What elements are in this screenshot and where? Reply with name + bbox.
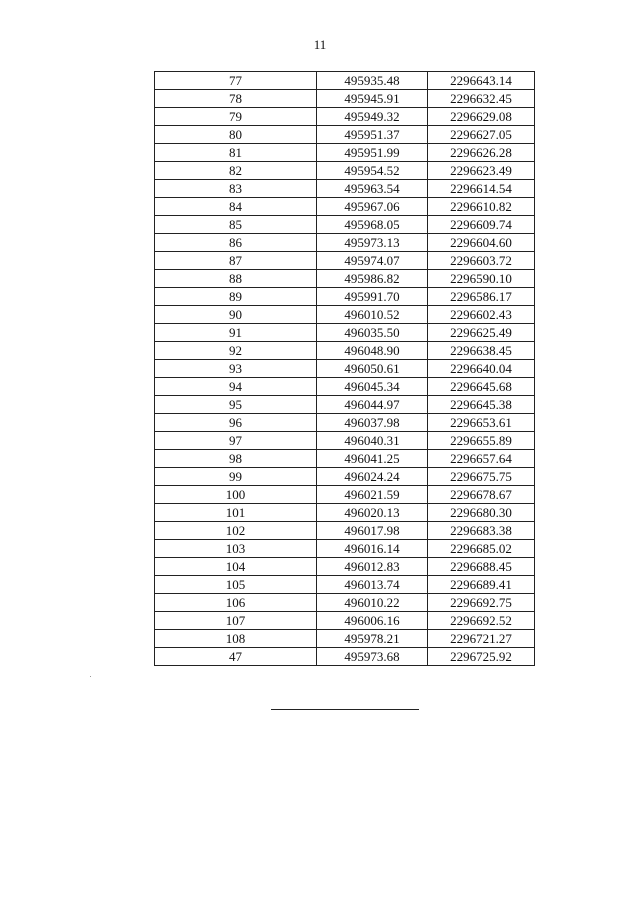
table-row: [155, 306, 535, 324]
table-row: [155, 108, 535, 126]
point-number-cell: 101: [155, 504, 317, 522]
x-coordinate-cell: 495968.05: [317, 216, 428, 234]
table-row: [155, 648, 535, 666]
x-coordinate-cell: 495949.32: [317, 108, 428, 126]
x-coordinate-cell: 495951.37: [317, 126, 428, 144]
x-coordinate-cell: 495951.99: [317, 144, 428, 162]
y-coordinate-cell: 2296653.61: [428, 414, 535, 432]
x-coordinate-cell: 496010.52: [317, 306, 428, 324]
table-row: [155, 144, 535, 162]
point-number-cell: 91: [155, 324, 317, 342]
x-coordinate-cell: 496040.31: [317, 432, 428, 450]
y-coordinate-cell: 2296603.72: [428, 252, 535, 270]
table-row: [155, 558, 535, 576]
y-coordinate-cell: 2296629.08: [428, 108, 535, 126]
y-coordinate-cell: 2296725.92: [428, 648, 535, 666]
y-coordinate-cell: 2296602.43: [428, 306, 535, 324]
x-coordinate-cell: 496010.22: [317, 594, 428, 612]
table-row: [155, 612, 535, 630]
y-coordinate-cell: 2296614.54: [428, 180, 535, 198]
x-coordinate-cell: 495974.07: [317, 252, 428, 270]
table-row: [155, 414, 535, 432]
table-row: [155, 270, 535, 288]
table-row: [155, 216, 535, 234]
x-coordinate-cell: 495963.54: [317, 180, 428, 198]
table-row: [155, 504, 535, 522]
table-row: [155, 396, 535, 414]
x-coordinate-cell: 495986.82: [317, 270, 428, 288]
table-row: [155, 126, 535, 144]
table-row: [155, 450, 535, 468]
x-coordinate-cell: 496048.90: [317, 342, 428, 360]
y-coordinate-cell: 2296685.02: [428, 540, 535, 558]
point-number-cell: 105: [155, 576, 317, 594]
x-coordinate-cell: 496045.34: [317, 378, 428, 396]
point-number-cell: 108: [155, 630, 317, 648]
table-row: [155, 288, 535, 306]
table-row: [155, 630, 535, 648]
point-number-cell: 94: [155, 378, 317, 396]
point-number-cell: 97: [155, 432, 317, 450]
point-number-cell: 103: [155, 540, 317, 558]
y-coordinate-cell: 2296609.74: [428, 216, 535, 234]
y-coordinate-cell: 2296632.45: [428, 90, 535, 108]
x-coordinate-cell: 496012.83: [317, 558, 428, 576]
x-coordinate-cell: 495973.68: [317, 648, 428, 666]
table-row: [155, 234, 535, 252]
page-number: 11: [313, 37, 327, 52]
point-number-cell: 99: [155, 468, 317, 486]
table-row: [155, 540, 535, 558]
y-coordinate-cell: 2296678.67: [428, 486, 535, 504]
x-coordinate-cell: 496037.98: [317, 414, 428, 432]
y-coordinate-cell: 2296640.04: [428, 360, 535, 378]
table-row: [155, 342, 535, 360]
table-row: [155, 432, 535, 450]
y-coordinate-cell: 2296638.45: [428, 342, 535, 360]
table-row: [155, 72, 535, 90]
point-number-cell: 77: [155, 72, 317, 90]
table-row: [155, 522, 535, 540]
x-coordinate-cell: 495954.52: [317, 162, 428, 180]
point-number-cell: 86: [155, 234, 317, 252]
table-row: [155, 252, 535, 270]
point-number-cell: 98: [155, 450, 317, 468]
end-of-document-rule: [271, 709, 419, 710]
y-coordinate-cell: 2296680.30: [428, 504, 535, 522]
table-row: [155, 180, 535, 198]
y-coordinate-cell: 2296623.49: [428, 162, 535, 180]
y-coordinate-cell: 2296590.10: [428, 270, 535, 288]
x-coordinate-cell: 495991.70: [317, 288, 428, 306]
y-coordinate-cell: 2296610.82: [428, 198, 535, 216]
point-number-cell: 107: [155, 612, 317, 630]
point-number-cell: 100: [155, 486, 317, 504]
y-coordinate-cell: 2296645.68: [428, 378, 535, 396]
coordinates-table: [154, 71, 535, 666]
x-coordinate-cell: 496016.14: [317, 540, 428, 558]
point-number-cell: 95: [155, 396, 317, 414]
y-coordinate-cell: 2296645.38: [428, 396, 535, 414]
x-coordinate-cell: 496024.24: [317, 468, 428, 486]
table-row: [155, 468, 535, 486]
point-number-cell: 78: [155, 90, 317, 108]
y-coordinate-cell: 2296627.05: [428, 126, 535, 144]
x-coordinate-cell: 496017.98: [317, 522, 428, 540]
y-coordinate-cell: 2296625.49: [428, 324, 535, 342]
y-coordinate-cell: 2296683.38: [428, 522, 535, 540]
scan-speck: [90, 676, 91, 677]
point-number-cell: 87: [155, 252, 317, 270]
y-coordinate-cell: 2296692.75: [428, 594, 535, 612]
y-coordinate-cell: 2296721.27: [428, 630, 535, 648]
point-number-cell: 93: [155, 360, 317, 378]
table-row: [155, 576, 535, 594]
point-number-cell: 84: [155, 198, 317, 216]
point-number-cell: 104: [155, 558, 317, 576]
x-coordinate-cell: 496006.16: [317, 612, 428, 630]
point-number-cell: 47: [155, 648, 317, 666]
point-number-cell: 82: [155, 162, 317, 180]
x-coordinate-cell: 495973.13: [317, 234, 428, 252]
table-row: [155, 324, 535, 342]
table-row: [155, 486, 535, 504]
x-coordinate-cell: 495978.21: [317, 630, 428, 648]
x-coordinate-cell: 496041.25: [317, 450, 428, 468]
point-number-cell: 85: [155, 216, 317, 234]
point-number-cell: 106: [155, 594, 317, 612]
point-number-cell: 90: [155, 306, 317, 324]
point-number-cell: 89: [155, 288, 317, 306]
x-coordinate-cell: 496044.97: [317, 396, 428, 414]
table-row: [155, 198, 535, 216]
table-row: [155, 90, 535, 108]
x-coordinate-cell: 496021.59: [317, 486, 428, 504]
coordinates-table-body: [155, 72, 535, 666]
x-coordinate-cell: 495945.91: [317, 90, 428, 108]
y-coordinate-cell: 2296643.14: [428, 72, 535, 90]
y-coordinate-cell: 2296604.60: [428, 234, 535, 252]
y-coordinate-cell: 2296626.28: [428, 144, 535, 162]
point-number-cell: 102: [155, 522, 317, 540]
y-coordinate-cell: 2296657.64: [428, 450, 535, 468]
x-coordinate-cell: 496035.50: [317, 324, 428, 342]
table-row: [155, 162, 535, 180]
point-number-cell: 79: [155, 108, 317, 126]
y-coordinate-cell: 2296688.45: [428, 558, 535, 576]
y-coordinate-cell: 2296675.75: [428, 468, 535, 486]
point-number-cell: 83: [155, 180, 317, 198]
y-coordinate-cell: 2296586.17: [428, 288, 535, 306]
point-number-cell: 96: [155, 414, 317, 432]
point-number-cell: 81: [155, 144, 317, 162]
y-coordinate-cell: 2296692.52: [428, 612, 535, 630]
x-coordinate-cell: 495935.48: [317, 72, 428, 90]
point-number-cell: 92: [155, 342, 317, 360]
y-coordinate-cell: 2296655.89: [428, 432, 535, 450]
x-coordinate-cell: 495967.06: [317, 198, 428, 216]
point-number-cell: 80: [155, 126, 317, 144]
x-coordinate-cell: 496020.13: [317, 504, 428, 522]
x-coordinate-cell: 496050.61: [317, 360, 428, 378]
y-coordinate-cell: 2296689.41: [428, 576, 535, 594]
table-row: [155, 360, 535, 378]
point-number-cell: 88: [155, 270, 317, 288]
x-coordinate-cell: 496013.74: [317, 576, 428, 594]
table-row: [155, 594, 535, 612]
table-row: [155, 378, 535, 396]
